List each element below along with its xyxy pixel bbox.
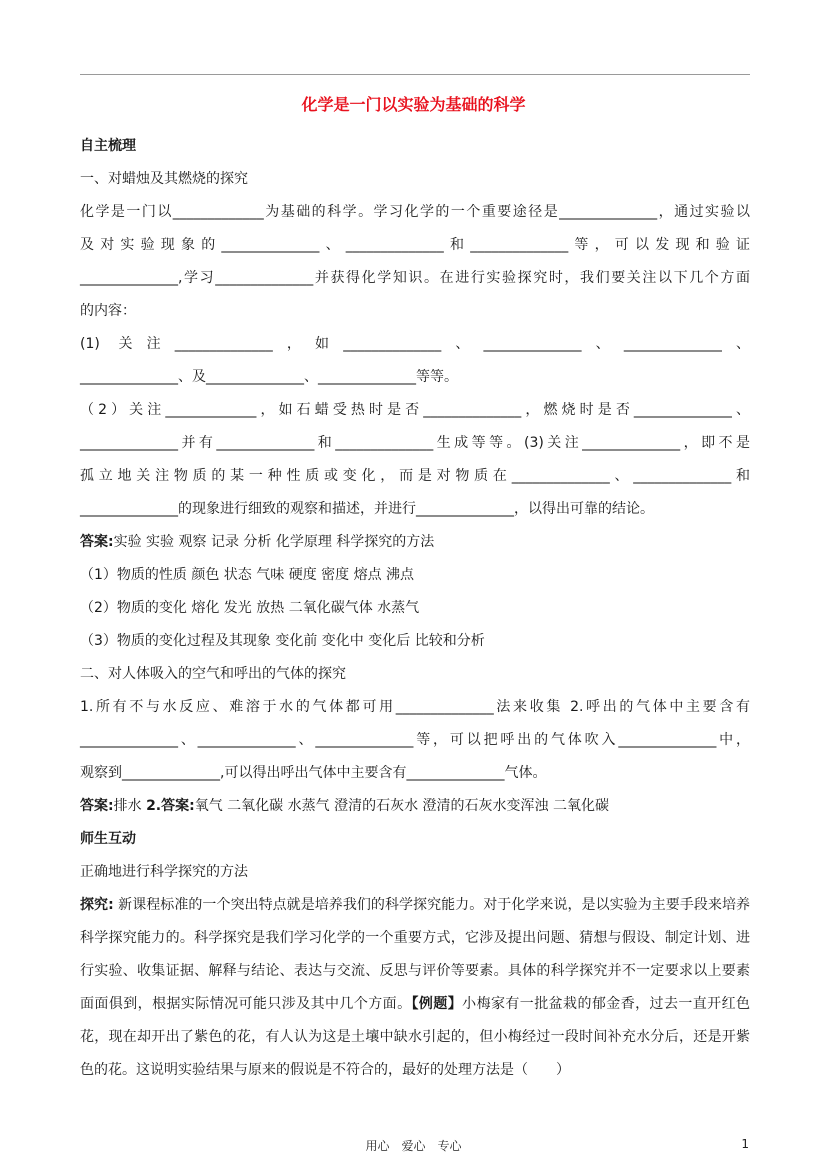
- answer-label: 2.答案:: [146, 798, 195, 814]
- answer-line-2: [80, 790, 750, 823]
- paragraph-line: （2）关注_____________，如石蜡受热时是否______________，燃烧时是否______________、: [80, 402, 750, 418]
- subheading-breath: 二、对人体吸入的空气和呼出的气体的探究: [80, 666, 346, 682]
- answer-label: 答案:: [80, 798, 114, 814]
- paragraph-line: 的内容：: [80, 303, 136, 319]
- answer-line: （3）物质的变化过程及其现象 变化前 变化中 变化后 比较和分析: [80, 633, 485, 649]
- paragraph-line: ______________,学习______________并获得化学知识。在进行实验探究时，我们要关注以下几个方面: [80, 270, 750, 286]
- section-heading-interaction: 师生互动: [80, 831, 136, 847]
- page-title: 化学是一门以实验为基础的科学: [301, 95, 526, 114]
- paragraph-line: 1.所有不与水反应、难溶于水的气体都可用______________法来收集 2.呼出的气体中主要含有: [80, 699, 750, 715]
- answer-text: 排水: [113, 798, 147, 814]
- paragraph-line: 化学是一门以_____________为基础的科学。学习化学的一个重要途径是______________，通过实验以: [80, 204, 750, 220]
- explore-label: 探究:: [80, 897, 114, 913]
- answer-text: 实验 实验 观察 记录 分析 化学原理 科学探究的方法: [113, 534, 435, 550]
- answer-line: （1）物质的性质 颜色 状态 气味 硬度 密度 熔点 沸点: [80, 567, 415, 583]
- paragraph-line: ______________并有______________和______________生成等等。(3)关注______________，即不是: [80, 435, 750, 451]
- answer-line-1: [80, 526, 750, 559]
- section-heading-self-study: 自主梳理: [80, 138, 136, 154]
- subheading-method: 正确地进行科学探究的方法: [80, 864, 248, 880]
- explore-paragraph: [80, 889, 750, 1087]
- page-footer: 用心 爱心 专心: [365, 1139, 462, 1153]
- page-number: 1: [741, 1137, 749, 1151]
- answer-line: （2）物质的变化 熔化 发光 放热 二氧化碳气体 水蒸气: [80, 600, 420, 616]
- explore-text: 新课程标准的一个突出特点就是培养我们的科学探究能力。对于化学来说，是以实验为主要手段来培养科学探究能力的。科学探究是我们学习化学的一个重要方式，它涉及提出问题、猜想与假设、制定计划、进行实验、收集证据、解释与结论、表达与交流、反思与评价等要素。具体的科学探究并不一定要求以上要素面面俱到，根据实际情况可能只涉及其中几个方面。: [80, 897, 750, 1012]
- subheading-candle: 一、对蜡烛及其燃烧的探究: [80, 171, 248, 187]
- paragraph-line: ______________的现象进行细致的观察和描述，并进行______________，以得出可靠的结论。: [80, 501, 654, 517]
- paragraph-line: 观察到______________,可以得出呼出气体中主要含有______________气体。: [80, 765, 547, 781]
- paragraph-line: 孤立地关注物质的某一种性质或变化，而是对物质在______________、______________和: [80, 468, 750, 484]
- document-body: [80, 130, 750, 1087]
- paragraph-line: 及对实验现象的______________、______________和______________等，可以发现和验证: [80, 237, 750, 253]
- example-label: 【例题】: [411, 996, 463, 1012]
- header-rule: [80, 74, 750, 75]
- paragraph-line: ______________、______________、______________等，可以把呼出的气体吹入______________中，: [80, 732, 750, 748]
- answer-label: 答案:: [80, 534, 114, 550]
- paragraph-line: ______________、及______________、______________等等。: [80, 369, 458, 385]
- paragraph-line: (1) 关注______________，如______________、______________、______________、: [80, 336, 750, 352]
- answer-text: 氧气 二氧化碳 水蒸气 澄清的石灰水 澄清的石灰水变浑浊 二氧化碳: [194, 798, 609, 814]
- example-text: 小梅家有一批盆栽的郁金香，过去一直开红色花，现在却开出了紫色的花，有人认为这是土壤中缺水引起的，但小梅经过一段时间补充水分后，还是开紫色的花。这说明实验结果与原来的假说是不符合的，最好的处理方法是（ ）: [80, 996, 751, 1078]
